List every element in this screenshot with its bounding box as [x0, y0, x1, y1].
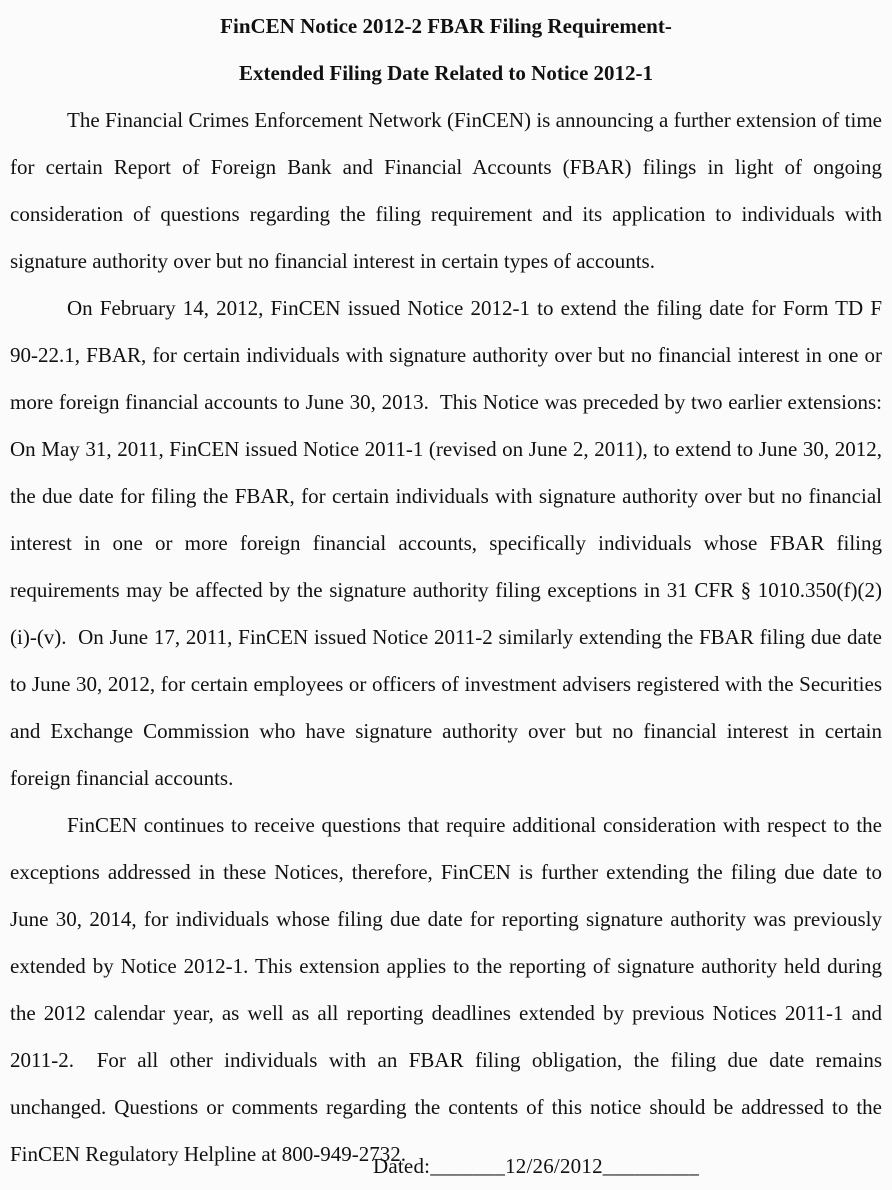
paragraph: The Financial Crimes Enforcement Network (FinCEN) is announcing a further extension of time for certain Report of Foreign Bank and Financial Accounts (FBAR) filings in light of ongoing consideration of questions regarding the filing requirement and its application to individuals with signature authority over but no financial interest in certain types of accounts. [10, 108, 888, 273]
document-body [0, 97, 892, 1178]
dated-blank-1: _______ [430, 1154, 506, 1178]
document-title [0, 0, 892, 97]
dated-line [373, 1143, 699, 1190]
dated-label: Dated: [373, 1154, 431, 1178]
title-line-1: FinCEN Notice 2012-2 FBAR Filing Requirement- [220, 14, 672, 38]
title-line-2: Extended Filing Date Related to Notice 2012-1 [238, 61, 654, 85]
dated-value: 12/26/2012 [505, 1154, 603, 1178]
paragraph: FinCEN continues to receive questions that require additional consideration with respect to the exceptions addressed in these Notices, therefore, FinCEN is further extending the filing due date to June 30, 2014, for individuals whose filing due date for reporting signature authority was previously extended by Notice 2012-1. This extension applies to the reporting of signature authority held during the 2012 calendar year, as well as all reporting deadlines extended by previous Notices 2011-1 and 2011-2. For all other individuals with an FBAR filing obligation, the filing due date remains unchanged. Questions or comments regarding the contents of this notice should be addressed to the FinCEN Regulatory Helpline at 800-949-2732. [10, 813, 888, 1166]
dated-blank-2: _________ [602, 1154, 700, 1178]
paragraph: On February 14, 2012, FinCEN issued Notice 2012-1 to extend the filing date for Form TD F 90-22.1, FBAR, for certain individuals with signature authority over but no financial interest in one or more foreign financial accounts to June 30, 2013. This Notice was preceded by two earlier extensions: On May 31, 2011, FinCEN issued Notice 2011-1 (revised on June 2, 2011), to extend to June 30, 2012, the due date for filing the FBAR, for certain individuals with signature authority over but no financial interest in one or more foreign financial accounts, specifically individuals whose FBAR filing requirements may be affected by the signature authority filing exceptions in 31 CFR § 1010.350(f)(2)(i)-(v). On June 17, 2011, FinCEN issued Notice 2011-2 similarly extending the FBAR filing due date to June 30, 2012, for certain employees or officers of investment advisers registered with the Securities and Exchange Commission who have signature authority over but no financial interest in certain foreign financial accounts. [10, 296, 892, 790]
